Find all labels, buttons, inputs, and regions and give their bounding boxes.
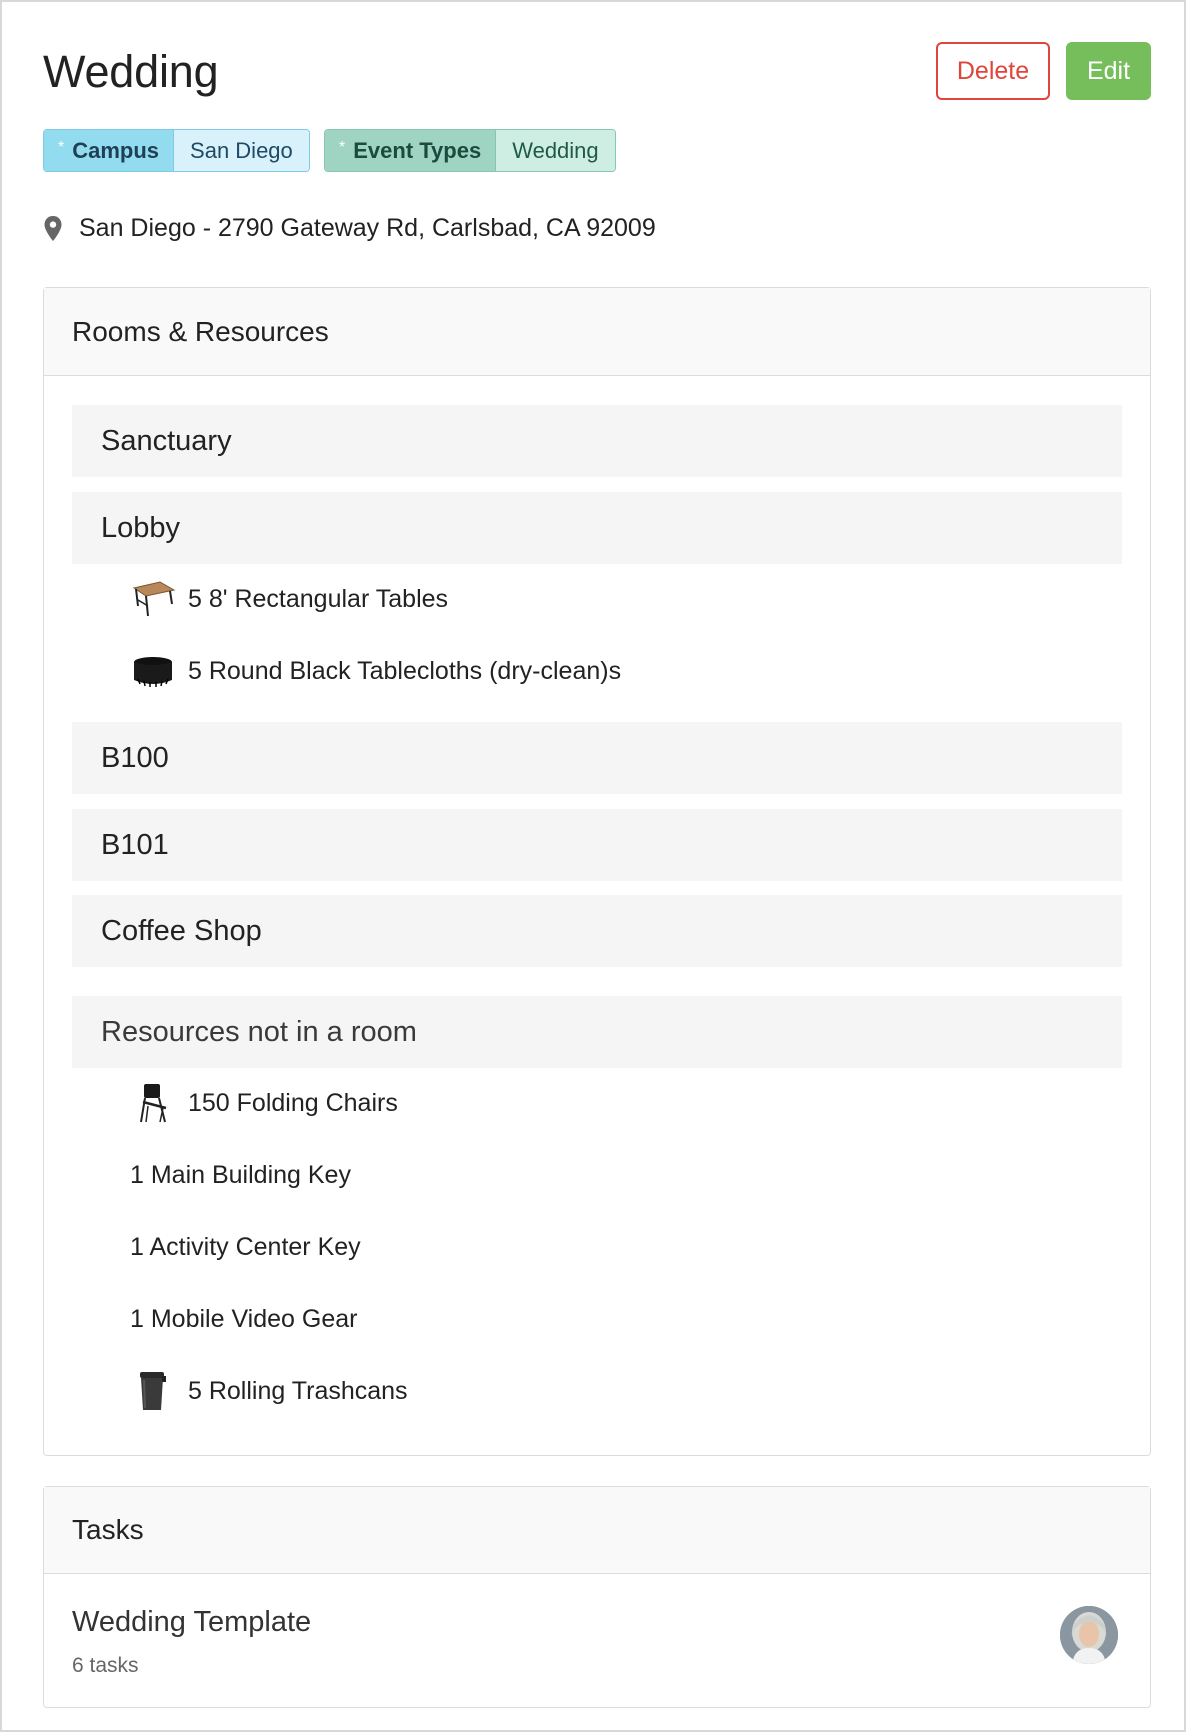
- resource-item: [130, 579, 448, 619]
- room-b100[interactable]: B100: [72, 722, 1122, 794]
- room-sanctuary[interactable]: Sanctuary: [72, 405, 1122, 477]
- edit-button[interactable]: Edit: [1066, 42, 1151, 100]
- resource-label: 1 Mobile Video Gear: [130, 1304, 358, 1333]
- folding-chair-icon: [130, 1080, 176, 1126]
- task-count: 6 tasks: [72, 1654, 139, 1677]
- campus-tag[interactable]: [43, 129, 310, 172]
- resource-item: [130, 1227, 361, 1267]
- resource-label: 150 Folding Chairs: [188, 1088, 398, 1117]
- trashcan-icon: [130, 1368, 176, 1414]
- task-template-name[interactable]: Wedding Template: [72, 1606, 312, 1638]
- event-types-tag-key: * Event Types: [325, 130, 495, 171]
- map-pin-icon: [43, 215, 63, 243]
- tasks-title: Tasks: [44, 1487, 1150, 1574]
- location-text: San Diego - 2790 Gateway Rd, Carlsbad, CA 92009: [79, 214, 656, 242]
- page-title: Wedding: [43, 46, 219, 97]
- resource-label: 1 Activity Center Key: [130, 1232, 361, 1261]
- room-b101[interactable]: B101: [72, 809, 1122, 881]
- tablecloth-icon: [130, 648, 176, 694]
- resource-label: 5 Rolling Trashcans: [188, 1376, 408, 1405]
- delete-button[interactable]: Delete: [936, 42, 1050, 100]
- campus-tag-value: San Diego: [173, 130, 309, 171]
- avatar[interactable]: [1060, 1606, 1118, 1664]
- rooms-resources-title: Rooms & Resources: [44, 288, 1150, 376]
- room-coffee-shop[interactable]: Coffee Shop: [72, 895, 1122, 967]
- resource-label: 5 Round Black Tablecloths (dry-clean)s: [188, 656, 622, 685]
- resource-item: [130, 1083, 398, 1123]
- resources-not-in-room-header: Resources not in a room: [72, 996, 1122, 1068]
- resource-item: [130, 1371, 408, 1411]
- resource-item: [130, 1299, 357, 1339]
- event-types-tag[interactable]: [324, 129, 616, 172]
- room-lobby[interactable]: Lobby: [72, 492, 1122, 564]
- resource-item: [130, 1155, 351, 1195]
- tasks-panel: [43, 1486, 1151, 1708]
- resource-label: 1 Main Building Key: [130, 1160, 351, 1189]
- resource-item: [130, 651, 621, 691]
- campus-tag-key: * Campus: [44, 130, 173, 171]
- resource-label: 5 8' Rectangular Tables: [188, 584, 449, 613]
- event-types-tag-value: Wedding: [495, 130, 614, 171]
- rooms-resources-panel: [43, 287, 1151, 1456]
- location: [43, 214, 656, 243]
- rectangular-table-icon: [130, 576, 176, 622]
